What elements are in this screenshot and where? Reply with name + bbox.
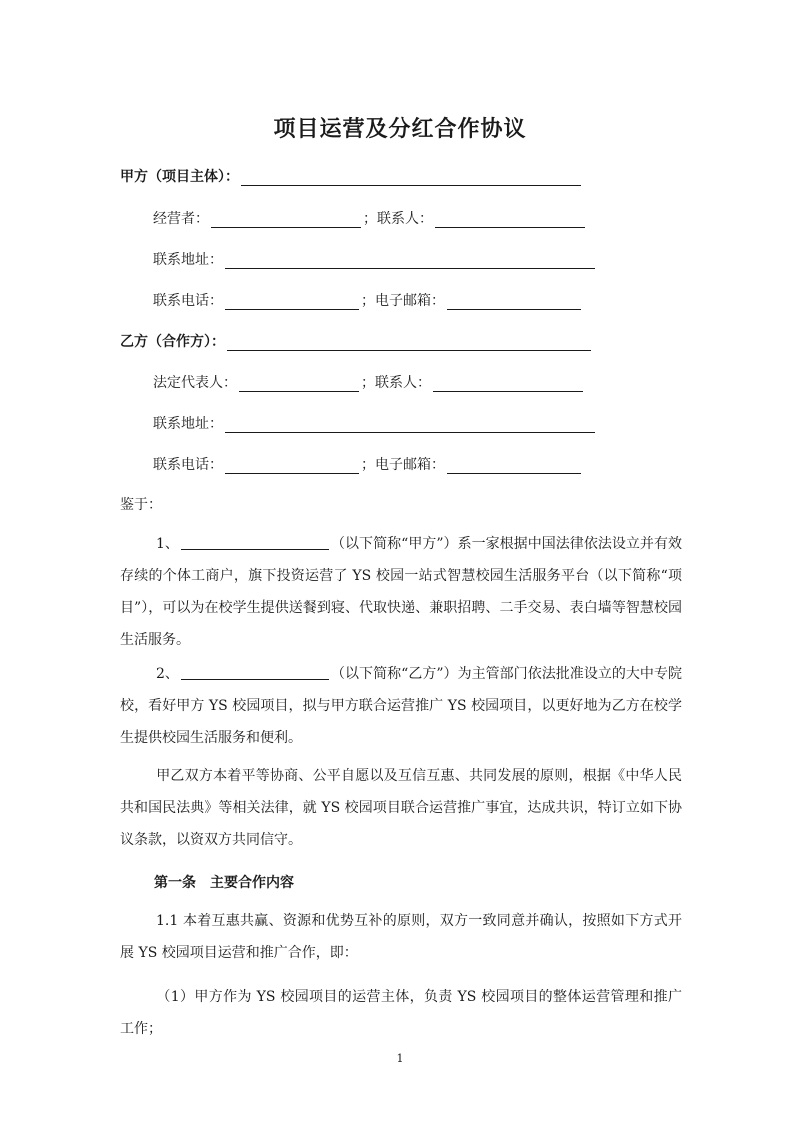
party-a-address-line <box>153 249 597 269</box>
clause-1-1-text: 1.1 本着互惠共赢、资源和优势互补的原则，双方一致同意并确认，按照如下方式开展 YS 校园项目运营和推广合作，即： <box>120 913 682 961</box>
article-1-heading <box>154 872 294 892</box>
party-b-address-line <box>153 413 597 433</box>
party-a-operator-line <box>153 208 587 228</box>
party-a-contact-label: ；联系人： <box>363 211 433 227</box>
recital-2-num: 2、 <box>156 666 179 682</box>
clause-1-1 <box>120 905 682 969</box>
principles-text: 甲乙双方本着平等协商、公平自愿以及互信互惠、共同发展的原则，根据《中华人民共和国民法典》等相关法律，就 YS 校园项目联合运营推广事宜，达成共识，特订立如下协议条款，以资双方共同信守。 <box>120 768 682 848</box>
recital-1-num: 1、 <box>156 536 179 552</box>
recital-1 <box>120 528 682 656</box>
party-b-name-blank[interactable] <box>227 336 591 351</box>
party-b-phone-line <box>153 454 583 474</box>
party-b-phone-blank[interactable] <box>225 459 359 474</box>
whereas-line <box>120 494 162 514</box>
recital-1-blank[interactable] <box>181 535 329 550</box>
clause-1-1-item-1-text: （1）甲方作为 YS 校园项目的运营主体，负责 YS 校园项目的整体运营管理和推广工作； <box>120 989 682 1037</box>
clause-1-1-item-1 <box>120 981 682 1045</box>
recital-2-text: （以下简称“乙方”）为主管部门依法批准设立的大中专院校，看好甲方 YS 校园项目，拟与甲方联合运营推广 YS 校园项目，以更好地为乙方在校学生提供校园生活服务和便利。 <box>120 666 682 746</box>
party-b-email-blank[interactable] <box>447 459 581 474</box>
principles-paragraph <box>120 760 682 856</box>
recital-1-text: （以下简称“甲方”）系一家根据中国法律依法设立并有效存续的个体工商户，旗下投资运营了 YS 校园一站式智慧校园生活服务平台（以下简称“项目”），可以为在校学生提供送餐到寝、代取快递、兼职招聘、二手交易、表白墙等智慧校园生活服务。 <box>120 536 682 648</box>
document-title: 项目运营及分红合作协议 <box>273 116 527 142</box>
rep-label: 法定代表人： <box>153 375 237 391</box>
party-a-heading-line <box>120 166 583 186</box>
party-b-heading-line <box>120 331 593 351</box>
page-number: 1 <box>396 1052 404 1065</box>
recital-2-blank[interactable] <box>181 665 329 680</box>
party-b-rep-line <box>153 372 585 392</box>
party-a-phone-line <box>153 290 583 310</box>
rep-blank[interactable] <box>239 377 359 392</box>
party-b-contact-blank[interactable] <box>433 377 583 392</box>
article-1-title: 第一条 主要合作内容 <box>154 875 294 891</box>
party-b-email-label: ；电子邮箱： <box>361 457 445 473</box>
party-b-heading: 乙方（合作方）： <box>120 334 225 350</box>
whereas-label: 鉴于： <box>120 497 162 513</box>
party-a-phone-blank[interactable] <box>225 295 359 310</box>
party-b-address-blank[interactable] <box>225 418 595 433</box>
party-a-address-label: 联系地址： <box>153 252 223 268</box>
party-b-phone-label: 联系电话： <box>153 457 223 473</box>
recital-2 <box>120 658 682 754</box>
party-a-address-blank[interactable] <box>225 254 595 269</box>
party-b-address-label: 联系地址： <box>153 416 223 432</box>
party-a-email-blank[interactable] <box>447 295 581 310</box>
party-a-name-blank[interactable] <box>241 171 581 186</box>
party-a-heading: 甲方（项目主体）： <box>120 169 239 185</box>
party-a-contact-blank[interactable] <box>435 213 585 228</box>
operator-blank[interactable] <box>211 213 361 228</box>
party-a-email-label: ；电子邮箱： <box>361 293 445 309</box>
party-b-contact-label: ；联系人： <box>361 375 431 391</box>
operator-label: 经营者： <box>153 211 209 227</box>
party-a-phone-label: 联系电话： <box>153 293 223 309</box>
